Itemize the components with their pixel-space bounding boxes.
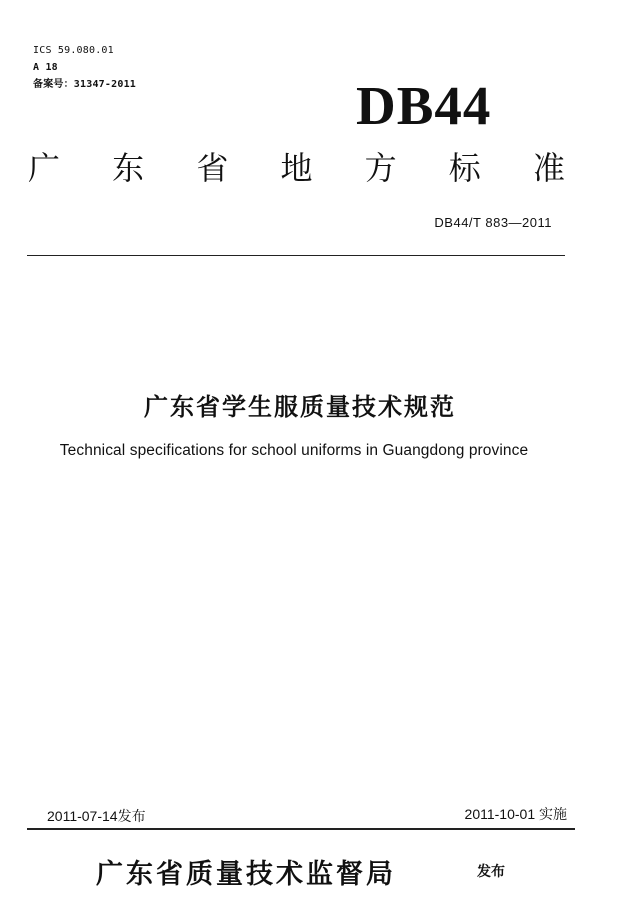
publisher: 广东省质量技术监督局 [96, 859, 396, 890]
implementation-date: 2011-10-01 实施 [464, 806, 567, 822]
top-divider [27, 255, 565, 256]
publish-label: 发布 [477, 864, 505, 880]
ics-code: ICS 59.080.01 [33, 45, 114, 56]
standard-type-char: 标 [448, 149, 481, 187]
standard-type-char: 准 [532, 149, 565, 187]
standard-code: DB44 [356, 75, 492, 136]
standard-type-char: 广 [28, 149, 61, 187]
classification-block [33, 42, 136, 93]
standard-type-char: 省 [196, 149, 229, 187]
document-title-english: Technical specifications for school uniforms in Guangdong province [59, 442, 529, 459]
bottom-divider [27, 828, 575, 830]
standard-type-char: 地 [280, 149, 313, 187]
issue-date: 2011-07-14发布 [47, 808, 146, 824]
filing-number: 备案号：31347-2011 [33, 79, 137, 90]
document-title-chinese: 广东省学生服质量技术规范 [144, 393, 456, 421]
standard-type [28, 148, 565, 188]
standard-type-char: 方 [364, 149, 397, 187]
class-code: A 18 [33, 62, 58, 73]
standard-number: DB44/T 883—2011 [434, 215, 552, 230]
standard-type-char: 东 [112, 149, 145, 187]
